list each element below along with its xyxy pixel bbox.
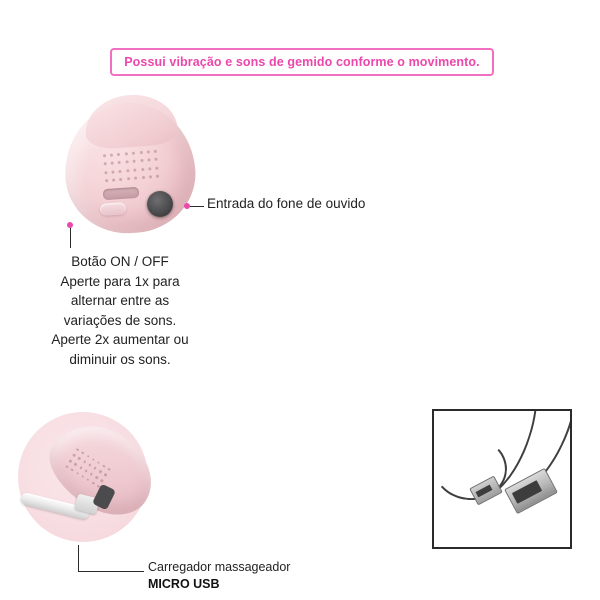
label-onoff-line4: Aperte 2x aumentar ou [51,332,189,348]
device-top-cap [83,92,178,150]
label-headphone-jack: Entrada do fone de ouvido [207,196,366,211]
feature-banner [110,48,494,76]
label-micro-usb: MICRO USB [148,577,220,591]
label-onoff-line5: diminuir os sons. [69,351,171,367]
feature-banner-text: Possui vibração e sons de gemido conforme o movimento. [124,55,480,69]
callout-line-jack [190,206,204,207]
product-photo-top [55,95,215,240]
label-onoff-line2: alternar entre as [70,293,170,309]
headphone-jack-icon [147,191,173,217]
power-button-icon [100,202,127,216]
callout-line-charger-h [78,571,144,572]
label-onoff-title: Botão ON / OFF [71,254,169,269]
product-photo-charger [10,400,200,560]
label-charger: Carregador massageador [148,560,291,574]
label-onoff-block [30,252,210,369]
speaker-grid-icon [101,148,162,185]
label-onoff-line3: variações de sons. [63,312,177,328]
label-onoff-line1: Aperte para 1x para [60,273,180,289]
usb-cable-photo [432,409,572,549]
callout-line-onoff [70,228,71,248]
callout-line-charger-v [78,545,79,571]
